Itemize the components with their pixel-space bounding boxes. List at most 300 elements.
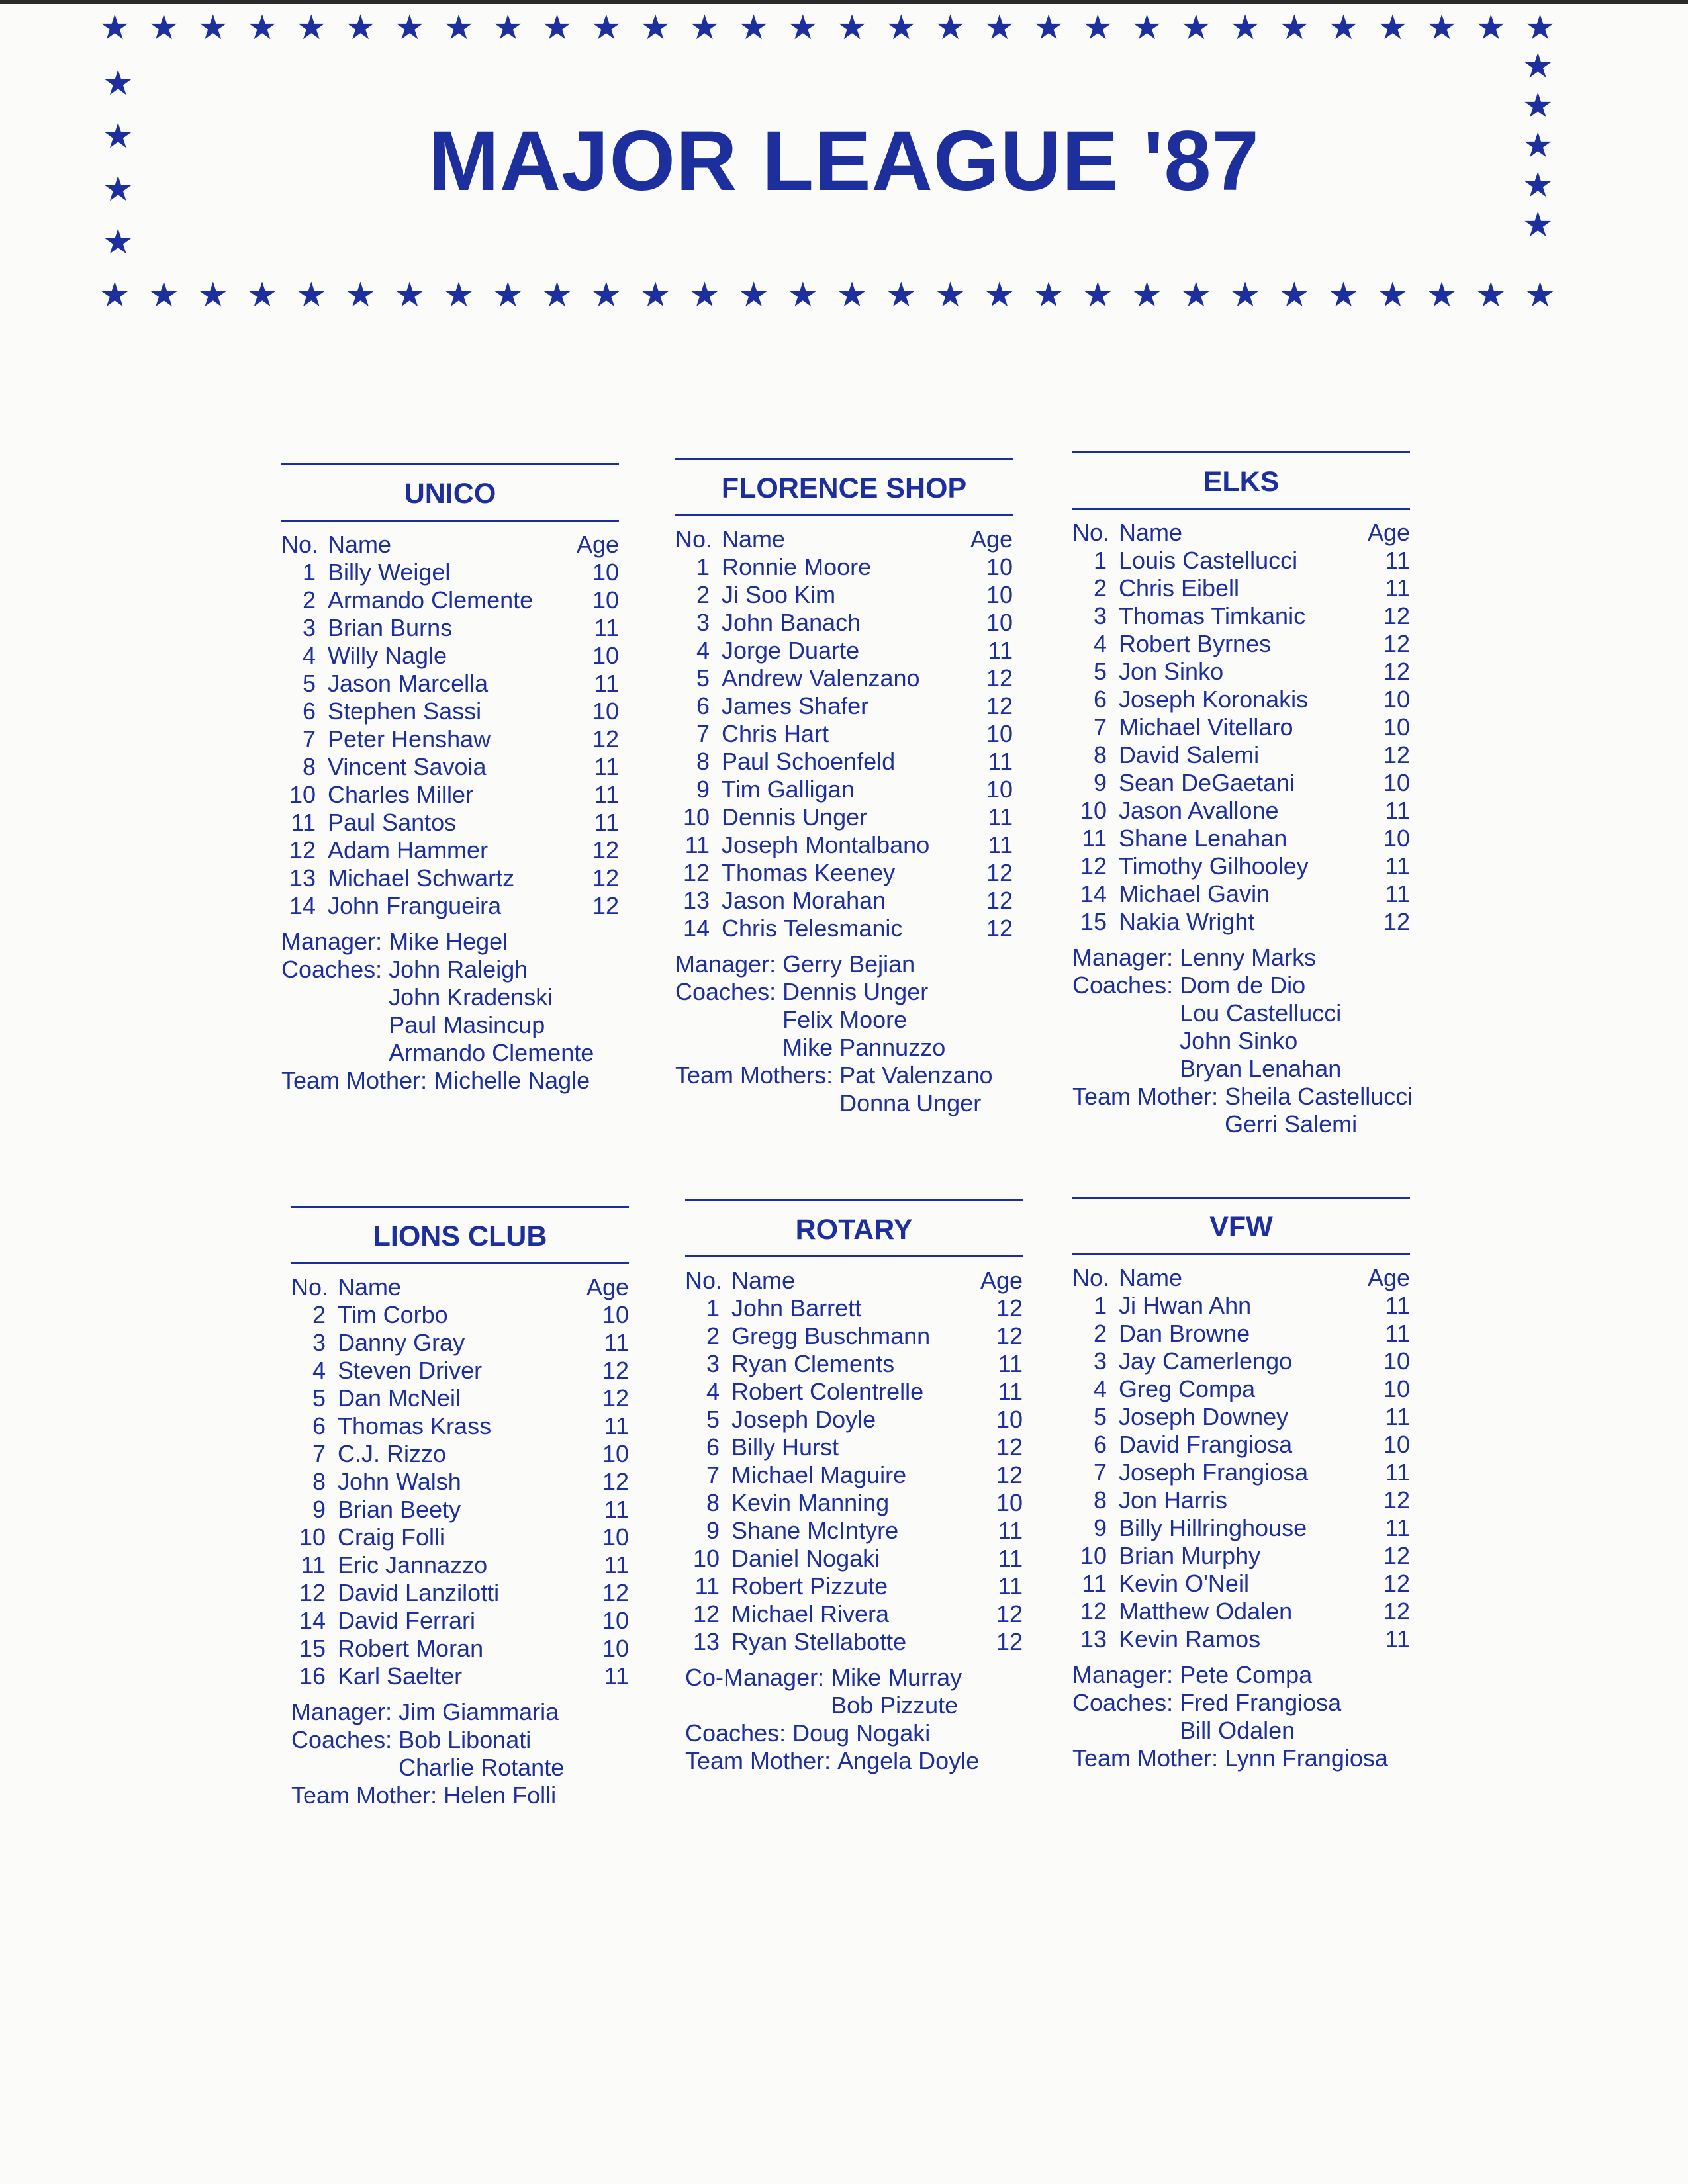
- star-icon: ★: [590, 276, 622, 314]
- player-name: John Banach: [722, 609, 861, 636]
- player-age: 10: [986, 776, 1013, 803]
- player-row: [291, 1662, 629, 1690]
- player-number: 12: [1080, 1598, 1107, 1625]
- player-age: 11: [1385, 797, 1410, 824]
- player-age: 12: [1383, 602, 1410, 629]
- player-number: 3: [1093, 1347, 1107, 1375]
- star-icon: ★: [1426, 9, 1458, 47]
- staff-role: Manager:: [281, 928, 383, 955]
- player-number: 8: [1093, 741, 1107, 768]
- player-number: 5: [312, 1385, 326, 1412]
- player-name: Thomas Keeney: [722, 859, 896, 886]
- player-name: Chris Eibell: [1119, 574, 1240, 602]
- divider: [1072, 451, 1410, 453]
- column-header-no: No.: [1072, 519, 1110, 546]
- player-name: David Lanzilotti: [338, 1579, 500, 1606]
- player-number: 16: [299, 1662, 326, 1690]
- staff-name: Gerry Bejian: [782, 950, 915, 978]
- player-age: 12: [996, 1433, 1023, 1461]
- player-row: [281, 892, 619, 920]
- star-icon: ★: [148, 9, 179, 47]
- staff-name: Fred Frangiosa: [1180, 1689, 1342, 1716]
- player-name: John Barrett: [731, 1295, 862, 1322]
- player-name: Ji Hwan Ahn: [1119, 1292, 1252, 1319]
- player-row: [675, 887, 1013, 915]
- player-name: Billy Hillringhouse: [1119, 1514, 1307, 1541]
- player-name: Robert Moran: [338, 1635, 484, 1662]
- staff-names: [399, 1726, 564, 1782]
- player-age: 12: [996, 1322, 1023, 1349]
- star-icon: ★: [639, 276, 671, 314]
- player-number: 6: [312, 1412, 326, 1439]
- star-icon: ★: [103, 117, 134, 156]
- player-age: 12: [996, 1461, 1023, 1488]
- staff-role: Manager:: [675, 950, 776, 978]
- star-icon: ★: [1033, 276, 1064, 314]
- player-row: [291, 1524, 629, 1551]
- player-row: [1072, 1542, 1410, 1570]
- player-row: [1072, 741, 1410, 769]
- player-row: [281, 837, 619, 864]
- staff-name: Bob Pizzute: [831, 1692, 959, 1719]
- player-age: 11: [1385, 547, 1410, 574]
- star-icon: ★: [639, 9, 671, 47]
- staff-name: Mike Murray: [831, 1664, 962, 1691]
- player-age: 11: [604, 1496, 629, 1523]
- page-top-edge: [0, 0, 1688, 4]
- player-number: 3: [706, 1350, 720, 1377]
- staff-names: [1180, 1661, 1312, 1689]
- star-icon: ★: [689, 276, 720, 314]
- player-name: Danny Gray: [338, 1329, 465, 1356]
- player-row: [675, 637, 1013, 664]
- player-age: 10: [1383, 713, 1410, 741]
- player-number: 9: [312, 1496, 326, 1523]
- staff-role: Coaches:: [1072, 972, 1174, 999]
- staff-row: [291, 1726, 629, 1782]
- player-age: 10: [1383, 825, 1410, 852]
- staff-names: [1180, 972, 1341, 1083]
- player-number: 4: [1093, 630, 1107, 657]
- player-number: 1: [302, 559, 316, 586]
- column-header-no: No.: [1072, 1264, 1110, 1291]
- staff-role: Coaches:: [685, 1719, 786, 1747]
- player-row: [685, 1628, 1023, 1656]
- player-row: [1072, 1292, 1410, 1320]
- staff-names: [389, 928, 508, 956]
- staff-row: [1072, 944, 1410, 972]
- staff-row: [1072, 1661, 1410, 1689]
- player-number: 13: [682, 887, 710, 914]
- player-row: [291, 1412, 629, 1440]
- player-age: 10: [986, 609, 1013, 636]
- star-icon: ★: [1082, 276, 1113, 314]
- player-name: Joseph Koronakis: [1119, 686, 1309, 713]
- player-age: 11: [998, 1378, 1023, 1405]
- player-row: [1072, 880, 1410, 908]
- player-name: Ryan Clements: [731, 1350, 895, 1377]
- star-icon: ★: [1328, 9, 1359, 47]
- staff-name: Mike Hegel: [389, 928, 508, 955]
- staff-names: [831, 1664, 962, 1719]
- star-icon: ★: [541, 276, 573, 314]
- player-age: 12: [1383, 658, 1410, 685]
- staff-names: [1225, 1745, 1388, 1772]
- player-number: 8: [302, 753, 316, 780]
- player-row: [281, 586, 619, 614]
- player-name: Timothy Gilhooley: [1119, 852, 1309, 880]
- player-number: 6: [302, 698, 316, 725]
- player-row: [1072, 1459, 1410, 1486]
- column-header-name: Name: [1119, 1264, 1183, 1291]
- star-icon: ★: [103, 223, 134, 261]
- player-age: 12: [1383, 630, 1410, 657]
- player-age: 10: [1383, 1431, 1410, 1458]
- player-age: 11: [594, 809, 619, 836]
- staff-row: [281, 1067, 619, 1095]
- column-header-no: No.: [675, 525, 713, 553]
- player-name: Chris Telesmanic: [722, 915, 903, 942]
- player-name: Michael Rivera: [731, 1600, 890, 1627]
- player-name: Joseph Montalbano: [722, 831, 930, 858]
- staff-row: [685, 1747, 1023, 1775]
- player-number: 3: [1093, 602, 1107, 629]
- player-row: [1072, 852, 1410, 880]
- player-name: Chris Hart: [722, 720, 829, 747]
- star-icon: ★: [984, 276, 1015, 314]
- team-name: ROTARY: [685, 1210, 1023, 1257]
- player-number: 9: [1093, 1514, 1107, 1541]
- roster-header: [281, 531, 619, 559]
- player-number: 11: [1082, 1570, 1107, 1597]
- page-title: MAJOR LEAGUE '87: [428, 114, 1260, 208]
- player-number: 3: [696, 609, 710, 636]
- staff-name: Dennis Unger: [782, 978, 929, 1005]
- player-row: [685, 1322, 1023, 1350]
- player-row: [1072, 1320, 1410, 1347]
- player-age: 12: [602, 1357, 629, 1384]
- player-number: 10: [1080, 797, 1107, 824]
- team-name: UNICO: [281, 475, 619, 522]
- player-row: [1072, 769, 1410, 797]
- star-icon: ★: [148, 276, 179, 314]
- roster-header: [291, 1273, 629, 1301]
- star-icon: ★: [246, 276, 278, 314]
- player-row: [685, 1433, 1023, 1461]
- player-row: [291, 1607, 629, 1635]
- player-number: 7: [696, 720, 710, 747]
- player-row: [1072, 1375, 1410, 1403]
- staff-names: [389, 956, 594, 1067]
- player-number: 7: [1093, 1459, 1107, 1486]
- player-number: 11: [291, 809, 316, 836]
- player-age: 10: [602, 1524, 629, 1551]
- player-name: Charles Miller: [328, 781, 474, 808]
- staff-names: [434, 1067, 590, 1095]
- staff-name: Helen Folli: [444, 1782, 557, 1809]
- player-age: 10: [602, 1607, 629, 1634]
- player-name: Paul Schoenfeld: [722, 748, 896, 775]
- roster-header: [1072, 1264, 1410, 1292]
- column-header-name: Name: [731, 1267, 796, 1294]
- player-number: 7: [1093, 713, 1107, 741]
- player-name: Tim Galligan: [722, 776, 855, 803]
- player-name: Nakia Wright: [1119, 908, 1255, 935]
- star-icon: ★: [1131, 276, 1162, 314]
- player-age: 12: [986, 859, 1013, 886]
- player-row: [1072, 630, 1410, 658]
- star-icon: ★: [1131, 9, 1162, 47]
- player-name: Dan Browne: [1119, 1320, 1250, 1347]
- player-name: Steven Driver: [338, 1357, 483, 1384]
- star-icon: ★: [1328, 276, 1359, 314]
- column-header-no: No.: [291, 1273, 329, 1300]
- player-row: [1072, 713, 1410, 741]
- player-name: Karl Saelter: [338, 1662, 463, 1690]
- player-age: 10: [1383, 1347, 1410, 1375]
- star-icon: ★: [836, 9, 868, 47]
- player-row: [685, 1545, 1023, 1572]
- player-row: [1072, 1403, 1410, 1431]
- player-row: [1072, 547, 1410, 574]
- staff-role: Team Mother:: [685, 1747, 831, 1774]
- player-name: David Ferrari: [338, 1607, 476, 1634]
- column-header-age: Age: [1367, 1264, 1410, 1291]
- player-row: [685, 1517, 1023, 1545]
- player-name: Daniel Nogaki: [731, 1545, 880, 1572]
- player-name: Billy Hurst: [731, 1433, 839, 1461]
- player-name: Shane Lenahan: [1119, 825, 1288, 852]
- roster-header: [675, 525, 1013, 553]
- player-age: 12: [1383, 1542, 1410, 1569]
- team-card-unico: [281, 463, 619, 1095]
- player-number: 5: [1093, 658, 1107, 685]
- player-name: Billy Weigel: [328, 559, 451, 586]
- player-number: 13: [1080, 1625, 1107, 1653]
- staff-list: [281, 928, 619, 1095]
- star-icon: ★: [103, 170, 134, 208]
- staff-row: [675, 950, 1013, 978]
- player-age: 11: [1385, 1403, 1410, 1430]
- divider: [675, 458, 1013, 460]
- star-icon: ★: [1229, 276, 1261, 314]
- player-name: Ji Soo Kim: [722, 581, 836, 608]
- staff-names: [1225, 1083, 1413, 1138]
- player-age: 11: [998, 1545, 1023, 1572]
- player-name: Brian Murphy: [1119, 1542, 1261, 1569]
- player-name: Jason Morahan: [722, 887, 886, 914]
- player-row: [685, 1350, 1023, 1378]
- player-name: Armando Clemente: [328, 586, 534, 614]
- player-row: [281, 614, 619, 642]
- star-icon: ★: [1523, 206, 1554, 244]
- team-card-elks: [1072, 451, 1413, 1138]
- star-icon: ★: [1082, 9, 1113, 47]
- player-age: 11: [988, 748, 1013, 775]
- player-number: 4: [302, 642, 316, 669]
- star-icon: ★: [492, 9, 524, 47]
- staff-name: Dom de Dio: [1180, 972, 1306, 999]
- player-row: [291, 1440, 629, 1468]
- player-name: Louis Castellucci: [1119, 547, 1298, 574]
- staff-list: [685, 1664, 1023, 1775]
- staff-row: [1072, 1745, 1410, 1772]
- player-age: 12: [1383, 1598, 1410, 1625]
- player-age: 12: [1383, 908, 1410, 935]
- staff-names: [444, 1782, 556, 1809]
- star-icon: ★: [1229, 9, 1261, 47]
- staff-name: Mike Pannuzzo: [782, 1034, 946, 1061]
- staff-list: [675, 950, 1013, 1117]
- player-number: 6: [706, 1433, 720, 1461]
- player-row: [281, 670, 619, 698]
- column-header-age: Age: [1367, 519, 1410, 546]
- player-name: Robert Colentrelle: [731, 1378, 924, 1405]
- player-age: 10: [1383, 769, 1410, 796]
- player-age: 11: [1385, 1320, 1410, 1347]
- player-age: 11: [1385, 1292, 1410, 1319]
- staff-name: Gerri Salemi: [1225, 1111, 1358, 1138]
- player-number: 11: [694, 1572, 720, 1600]
- player-number: 9: [1093, 769, 1107, 796]
- staff-row: [1072, 972, 1410, 1083]
- star-icon: ★: [197, 9, 229, 47]
- star-icon: ★: [590, 9, 622, 47]
- player-age: 12: [1383, 1570, 1410, 1597]
- player-number: 3: [302, 614, 316, 641]
- staff-name: John Sinko: [1180, 1027, 1298, 1054]
- player-name: Jason Marcella: [328, 670, 489, 697]
- star-icon: ★: [1180, 9, 1212, 47]
- star-icon: ★: [1180, 276, 1212, 314]
- player-row: [675, 609, 1013, 637]
- star-icon: ★: [99, 9, 130, 47]
- player-number: 7: [312, 1440, 326, 1467]
- star-icon: ★: [99, 276, 130, 314]
- player-age: 10: [602, 1440, 629, 1467]
- staff-role: Team Mothers:: [675, 1062, 833, 1089]
- staff-role: Coaches:: [291, 1726, 393, 1753]
- player-age: 10: [602, 1301, 629, 1328]
- player-age: 11: [998, 1572, 1023, 1600]
- player-row: [291, 1357, 629, 1385]
- player-number: 7: [706, 1461, 720, 1488]
- column-header-age: Age: [970, 525, 1013, 553]
- player-age: 12: [602, 1385, 629, 1412]
- player-age: 10: [996, 1489, 1023, 1516]
- player-row: [281, 698, 619, 725]
- player-age: 10: [986, 553, 1013, 580]
- player-name: David Salemi: [1119, 741, 1260, 768]
- player-row: [1072, 1598, 1410, 1625]
- player-row: [675, 859, 1013, 887]
- player-age: 11: [988, 803, 1013, 831]
- star-icon: ★: [787, 9, 819, 47]
- staff-name: John Raleigh: [389, 956, 528, 983]
- player-row: [1072, 1486, 1410, 1514]
- player-name: Michael Vitellaro: [1119, 713, 1293, 741]
- star-icon: ★: [345, 276, 376, 314]
- player-name: Kevin O'Neil: [1119, 1570, 1249, 1597]
- staff-name: John Kradenski: [389, 983, 553, 1011]
- star-icon: ★: [296, 276, 327, 314]
- team-name: FLORENCE SHOP: [675, 469, 1013, 516]
- player-row: [675, 915, 1013, 942]
- player-name: Robert Pizzute: [731, 1572, 888, 1600]
- player-age: 10: [996, 1406, 1023, 1433]
- player-age: 11: [988, 831, 1013, 858]
- player-name: C.J. Rizzo: [338, 1440, 447, 1467]
- player-age: 11: [594, 781, 619, 808]
- player-name: Sean DeGaetani: [1119, 769, 1295, 796]
- player-number: 13: [692, 1628, 720, 1655]
- player-number: 8: [1093, 1486, 1107, 1514]
- player-name: Robert Byrnes: [1119, 630, 1272, 657]
- player-age: 12: [996, 1600, 1023, 1627]
- player-number: 4: [312, 1357, 326, 1384]
- player-name: John Walsh: [338, 1468, 461, 1495]
- player-number: 8: [312, 1468, 326, 1495]
- player-name: Brian Burns: [328, 614, 453, 641]
- staff-name: Armando Clemente: [389, 1039, 594, 1066]
- player-name: Greg Compa: [1119, 1375, 1256, 1402]
- player-name: Thomas Timkanic: [1119, 602, 1306, 629]
- player-age: 12: [592, 864, 619, 891]
- player-name: Jorge Duarte: [722, 637, 860, 664]
- player-number: 6: [696, 692, 710, 719]
- player-row: [1072, 658, 1410, 686]
- staff-role: Co-Manager:: [685, 1664, 825, 1691]
- staff-names: [1180, 1689, 1341, 1745]
- player-name: Ronnie Moore: [722, 553, 872, 580]
- player-name: Craig Folli: [338, 1524, 445, 1551]
- player-name: Kevin Manning: [731, 1489, 890, 1516]
- player-age: 12: [592, 725, 619, 752]
- player-age: 11: [594, 670, 619, 697]
- staff-row: [1072, 1689, 1410, 1745]
- staff-role: Team Mother:: [1072, 1745, 1219, 1772]
- team-name: VFW: [1072, 1208, 1410, 1255]
- staff-list: [1072, 1661, 1410, 1772]
- player-age: 12: [1383, 1486, 1410, 1514]
- star-icon: ★: [886, 9, 917, 47]
- player-name: Willy Nagle: [328, 642, 447, 669]
- star-icon: ★: [1523, 126, 1554, 165]
- player-number: 15: [1080, 908, 1107, 935]
- star-icon: ★: [296, 9, 327, 47]
- player-number: 14: [299, 1607, 326, 1634]
- player-number: 10: [692, 1545, 720, 1572]
- star-icon: ★: [1377, 276, 1409, 314]
- player-row: [1072, 825, 1410, 852]
- player-age: 11: [1385, 880, 1410, 907]
- player-name: Ryan Stellabotte: [731, 1628, 907, 1655]
- star-icon: ★: [738, 276, 769, 314]
- staff-names: [792, 1719, 930, 1747]
- player-row: [685, 1572, 1023, 1600]
- player-number: 6: [1093, 686, 1107, 713]
- player-row: [1072, 1514, 1410, 1542]
- player-age: 12: [602, 1579, 629, 1606]
- player-row: [685, 1461, 1023, 1489]
- star-icon: ★: [345, 9, 376, 47]
- player-age: 11: [604, 1551, 629, 1578]
- column-header-no: No.: [685, 1267, 723, 1294]
- player-row: [675, 776, 1013, 803]
- player-row: [281, 781, 619, 809]
- player-age: 10: [986, 720, 1013, 747]
- star-icon: ★: [1476, 9, 1507, 47]
